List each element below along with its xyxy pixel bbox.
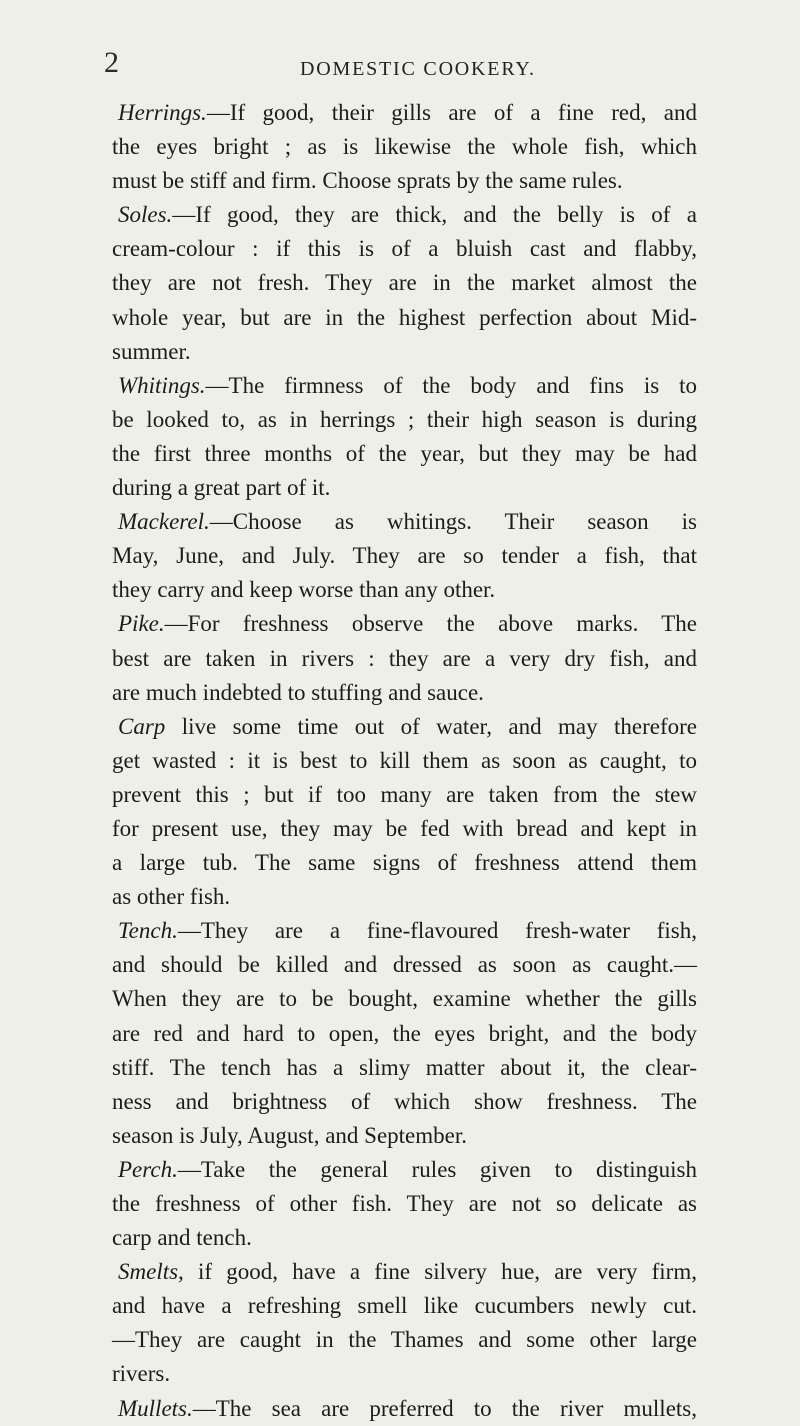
line-text: —Choose as whitings. Their season is (209, 509, 697, 535)
line-text: May, June, and July. They are so tender a fish, that (112, 543, 697, 569)
line-text: —If good, their gills are of a fine red, and (206, 100, 697, 125)
line-text: —The firmness of the body and fins is to (205, 372, 697, 398)
line-text: they carry and keep worse than any other. (112, 577, 496, 603)
line-text: get wasted : it is best to kill them as soon as caught, to (112, 747, 697, 773)
text-line (112, 1187, 697, 1221)
text-line (112, 1017, 697, 1051)
page-header (0, 48, 800, 88)
line-text: summer. (112, 338, 191, 364)
text-line (112, 301, 697, 335)
text-line (112, 539, 697, 573)
text-line (112, 914, 697, 948)
text-line (112, 1392, 697, 1426)
line-text: a large tub. The same signs of freshness attend them (112, 850, 697, 876)
line-text: are much indebted to stuffing and sauce. (112, 679, 484, 705)
line-text: cream-colour : if this is of a bluish cast and flabby, (112, 236, 697, 262)
text-line (112, 607, 697, 641)
line-text: —For freshness observe the above marks. The (164, 611, 697, 637)
line-text: live some time out of water, and may therefore (165, 713, 697, 739)
text-line (112, 642, 697, 676)
text-line (112, 880, 697, 914)
page-number: 2 (104, 46, 119, 79)
line-text: the first three months of the year, but they may be had (112, 440, 697, 466)
text-line (112, 812, 697, 846)
text-line (112, 335, 697, 369)
fish-name: Whitings. (118, 372, 206, 398)
line-text: be looked to, as in herrings ; their high season is during (112, 406, 697, 432)
text-line (112, 369, 697, 403)
line-text: When they are to be bought, examine whether the gills (112, 986, 697, 1012)
line-text: rivers. (112, 1361, 171, 1387)
text-line (112, 1119, 697, 1153)
line-text: the eyes bright ; as is likewise the whole fish, which (112, 134, 697, 160)
line-text: are red and hard to open, the eyes bright, and the body (112, 1020, 697, 1046)
running-title: DOMESTIC COOKERY. (300, 58, 536, 80)
fish-name: Carp (118, 713, 166, 739)
text-line (112, 1221, 697, 1255)
line-text: they are not fresh. They are in the market almost the (112, 270, 697, 296)
text-line (112, 1357, 697, 1391)
text-line (112, 676, 697, 710)
text-line (112, 437, 697, 471)
body-text (112, 96, 697, 1426)
text-line (112, 744, 697, 778)
line-text: ness and brightness of which show freshness. The (112, 1088, 697, 1114)
text-line (112, 1255, 697, 1289)
line-text: —If good, they are thick, and the belly is of a (172, 202, 697, 228)
text-line (112, 130, 697, 164)
text-line (112, 164, 697, 198)
text-line (112, 1085, 697, 1119)
fish-name: Tench. (118, 918, 178, 944)
line-text: —They are caught in the Thames and some other large (112, 1327, 697, 1353)
text-line (112, 1289, 697, 1323)
fish-name: Smelts, (118, 1259, 184, 1285)
line-text: the freshness of other fish. They are not so delicate as (112, 1191, 697, 1216)
text-line (112, 1323, 697, 1357)
line-text: whole year, but are in the highest perfection about Mid- (112, 304, 697, 330)
line-text: and have a refreshing smell like cucumbers newly cut. (112, 1293, 697, 1319)
fish-name: Mackerel. (118, 509, 210, 535)
text-line (112, 232, 697, 266)
line-text: —They are a fine-flavoured fresh-water fish, (177, 918, 697, 944)
fish-name: Mullets. (118, 1395, 193, 1421)
text-line (112, 403, 697, 437)
fish-name: Soles. (118, 202, 173, 228)
line-text: during a great part of it. (112, 475, 331, 501)
text-line (112, 505, 697, 539)
text-line (112, 1051, 697, 1085)
text-line (112, 96, 697, 130)
line-text: best are taken in rivers : they are a very dry fish, and (112, 645, 697, 671)
text-line (112, 1153, 697, 1187)
line-text: as other fish. (112, 884, 231, 910)
text-line (112, 778, 697, 812)
text-line (112, 266, 697, 300)
text-line (112, 198, 697, 232)
line-text: carp and tench. (112, 1225, 252, 1251)
line-text: stiff. The tench has a slimy matter about it, the clear- (112, 1054, 697, 1080)
fish-name: Perch. (118, 1156, 178, 1182)
text-line (112, 982, 697, 1016)
fish-name: Pike. (118, 611, 165, 637)
line-text: —The sea are preferred to the river mullets, (192, 1395, 697, 1421)
text-line (112, 573, 697, 607)
line-text: season is July, August, and September. (112, 1122, 467, 1148)
text-line (112, 948, 697, 982)
fish-name: Herrings. (118, 100, 207, 125)
line-text: —Take the general rules given to distinguish (177, 1156, 697, 1182)
line-text: must be stiff and firm. Choose sprats by the same rules. (112, 168, 623, 194)
text-line (112, 471, 697, 505)
line-text: if good, have a fine silvery hue, are very firm, (183, 1259, 697, 1285)
line-text: and should be killed and dressed as soon as caught.— (112, 952, 697, 978)
text-line (112, 710, 697, 744)
line-text: prevent this ; but if too many are taken from the stew (112, 781, 697, 807)
line-text: for present use, they may be fed with bread and kept in (112, 815, 697, 841)
text-line (112, 846, 697, 880)
